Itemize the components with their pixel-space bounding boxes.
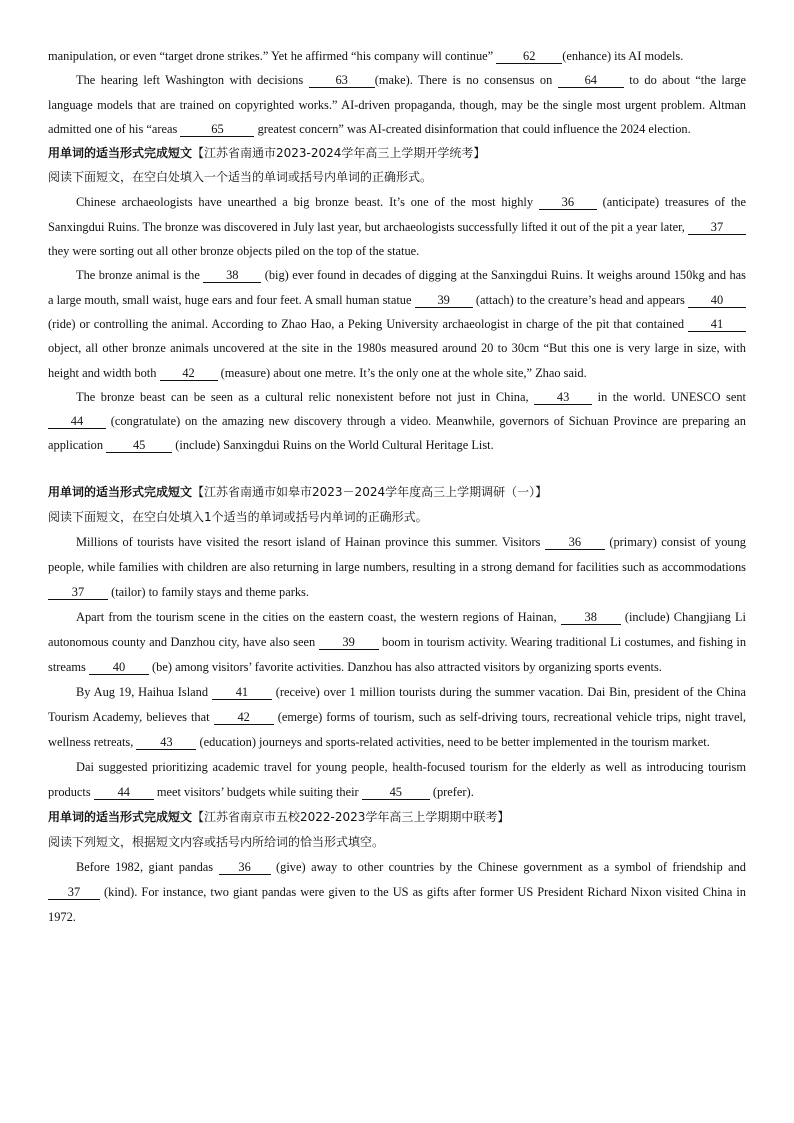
blank-44[interactable]: 44 — [48, 414, 106, 429]
blank-39[interactable]: 39 — [319, 635, 379, 650]
blank-36[interactable]: 36 — [545, 535, 605, 550]
blank-43[interactable]: 43 — [534, 390, 592, 405]
blank-42[interactable]: 42 — [214, 710, 274, 725]
blank-36[interactable]: 36 — [219, 860, 271, 875]
paragraph: The bronze beast can be seen as a cultural relic nonexistent before not just in China, 43 in the world. UNESCO sent 44 (congratulate) on the amazing new discovery through a video. Meanwhile, governors of Sichuan Province are preparing an application 45 (include) Sanxingdui Ruins on the World Cultural Heritage List. — [48, 389, 746, 453]
blank-43[interactable]: 43 — [136, 735, 196, 750]
blank-36[interactable]: 36 — [539, 195, 597, 210]
blank-41[interactable]: 41 — [212, 685, 272, 700]
blank-42[interactable]: 42 — [160, 366, 218, 381]
blank-45[interactable]: 45 — [362, 785, 430, 800]
paragraph: Dai suggested prioritizing academic travel for young people, health-focused tourism for the elderly as well as introducing tourism products 44 meet visitors’ budgets while suiting their 45 (prefer). — [48, 759, 746, 799]
paragraph: Before 1982, giant pandas 36 (give) away to other countries by the Chinese government as a symbol of friendship and 37 (kind). For instance, two giant pandas were given to the US as gifts after former US President Richard Nixon visited China in 1972. — [48, 859, 746, 924]
section-header: 用单词的适当形式完成短文【江苏省南通市2023-2024学年高三上学期开学统考】 — [48, 146, 486, 161]
paragraph: The bronze animal is the 38 (big) ever found in decades of digging at the Sanxingdui Ruins. It weighs around 150kg and has a large mouth, small waist, huge ears and four feet. A small human statue 39 (attach) to the creature’s head and appears 40 (ride) or controlling the animal. According to Zhao Hao, a Peking University archaeologist in charge of the pit that contained 41 object, all other bronze animals uncovered at the site in the 1980s measured around 20 to 30cm “But this one is very large in size, with height and width both 42 (measure) about one metre. It’s the only one at the whole site,” Zhao said. — [48, 268, 746, 380]
section-header: 用单词的适当形式完成短文【江苏省南通市如皋市2023－2024学年度高三上学期调研（一）】 — [48, 484, 548, 499]
blank-40[interactable]: 40 — [89, 660, 149, 675]
blank-63[interactable]: 63 — [309, 73, 375, 88]
paragraph: manipulation, or even “target drone strikes.” Yet he affirmed “his company will continue” 62 (enhance) its AI models. — [48, 49, 684, 63]
blank-37[interactable]: 37 — [48, 885, 100, 900]
instruction: 阅读下面短文，在空白处填入1个适当的单词或括号内单词的正确形式。 — [48, 509, 428, 524]
blank-62[interactable]: 62 — [496, 49, 562, 64]
blank-40[interactable]: 40 — [688, 293, 746, 308]
paragraph: Apart from the tourism scene in the cities on the eastern coast, the western regions of Hainan, 38 (include) Changjiang Li autonomous county and Danzhou city, have also seen 39 boom in tourism activity. Wearing traditional Li costumes, and fishing in streams 40 (be) among visitors’ favorite activities. Danzhou has also attracted visitors by organizing sports events. — [48, 609, 747, 674]
blank-38[interactable]: 38 — [561, 610, 621, 625]
blank-37[interactable]: 37 — [688, 220, 746, 235]
document-page — [48, 44, 746, 930]
instruction: 阅读下面短文，在空白处填入一个适当的单词或括号内单词的正确形式。 — [48, 170, 433, 185]
paragraph: The hearing left Washington with decisions 63 (make). There is no consensus on 64 to do about “the large language models that are trained on copyrighted works.” AI-driven propaganda, though, may be the single most urgent problem. Altman admitted one of his “areas 65 greatest concern” was AI-created disinformation that could influence the 2024 election. — [48, 73, 746, 136]
instruction: 阅读下列短文，根据短文内容或括号内所给词的恰当形式填空。 — [48, 834, 385, 849]
blank-38[interactable]: 38 — [203, 268, 261, 283]
blank-65[interactable]: 65 — [180, 122, 254, 137]
blank-37[interactable]: 37 — [48, 585, 108, 600]
paragraph: By Aug 19, Haihua Island 41 (receive) over 1 million tourists during the summer vacation. Dai Bin, president of the China Tourism Academy, believes that 42 (emerge) forms of tourism, such as self-driving tours, recreational vehicle trips, night travel, wellness retreats, 43 (education) journeys and sports-related activities, need to be better implemented in the tourism market. — [48, 684, 746, 749]
blank-45[interactable]: 45 — [106, 438, 172, 453]
blank-64[interactable]: 64 — [558, 73, 624, 88]
blank-41[interactable]: 41 — [688, 317, 746, 332]
section-header: 用单词的适当形式完成短文【江苏省南京市五校2022-2023学年高三上学期期中联考】 — [48, 809, 510, 824]
paragraph: Millions of tourists have visited the resort island of Hainan province this summer. Visitors 36 (primary) consist of young people, while families with children are also returning in large numbers, resulting in a strong demand for facilities such as accommodations 37 (tailor) to family stays and theme parks. — [48, 534, 746, 599]
blank-44[interactable]: 44 — [94, 785, 154, 800]
paragraph: Chinese archaeologists have unearthed a big bronze beast. It’s one of the most highly 36 (anticipate) treasures of the Sanxingdui Ruins. The bronze was discovered in July last year, but archaeologists successfully lifted it out of the pit a year later, 37 they were sorting out all other bronze objects piled on the top of the statue. — [48, 195, 747, 259]
blank-39[interactable]: 39 — [415, 293, 473, 308]
